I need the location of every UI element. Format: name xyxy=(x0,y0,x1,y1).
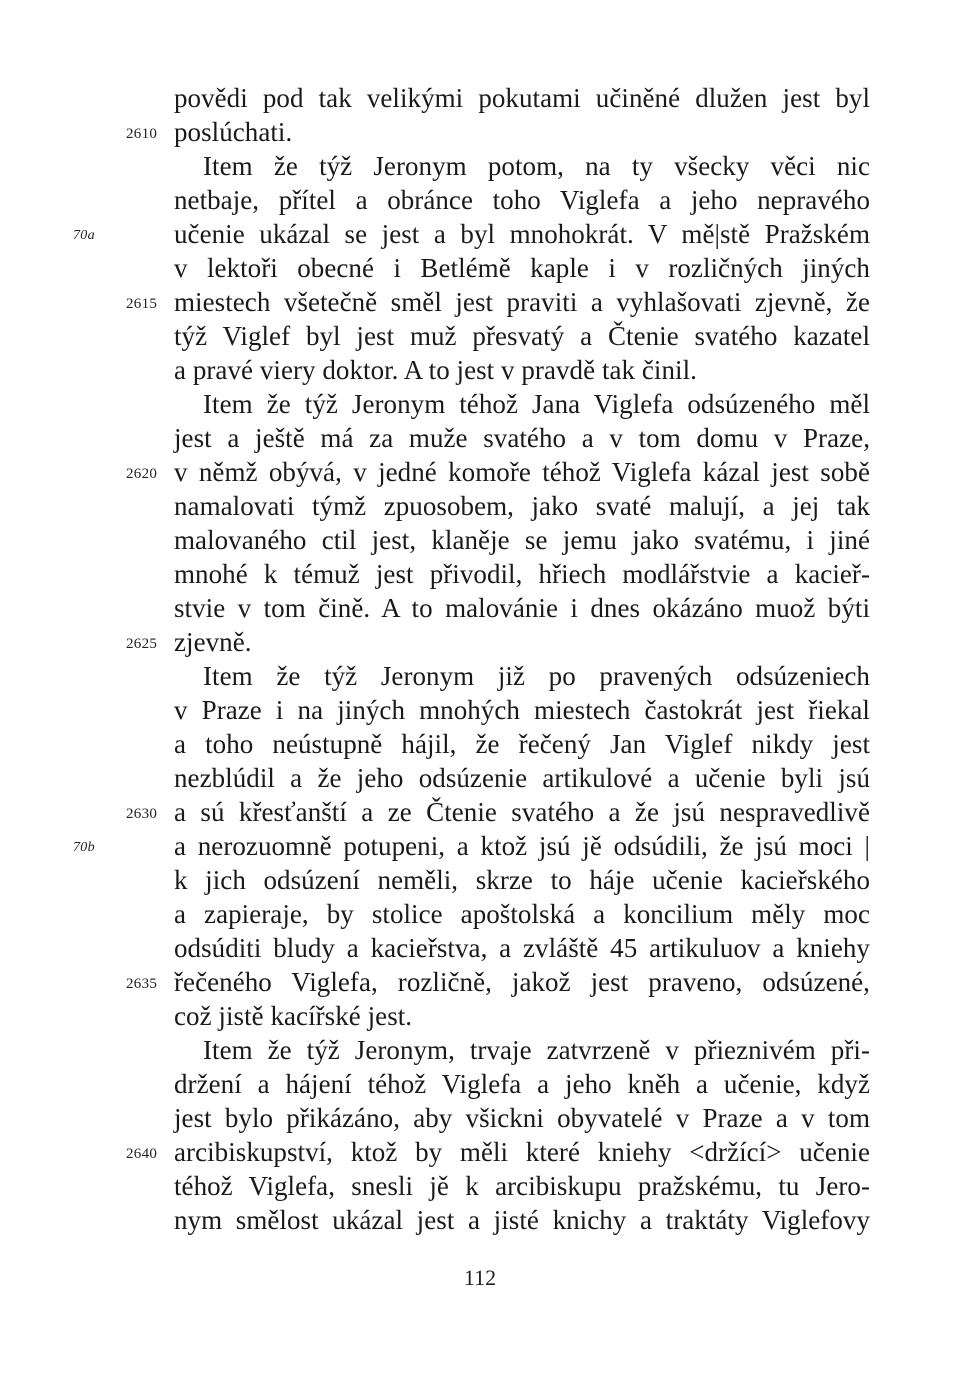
text-line: miestech všetečně směl jest praviti a vyhlašovati zjevně, že xyxy=(174,287,870,317)
text-line: mnohé k témuž jest přivodil, hřiech modlářstvie a kacieř- xyxy=(174,559,870,589)
text-line: netbaje, přítel a obránce toho Viglefa a jeho nepravého xyxy=(174,185,870,215)
text-line: Item že týž Jeronym již po pravených odsúzeniech xyxy=(203,661,870,691)
text-line: v lektoři obecné i Betlémě kaple i v rozličných jiných xyxy=(174,253,870,283)
line-number: 2615 xyxy=(126,296,158,312)
text-line: jest bylo přikázáno, aby všickni obyvatelé v Praze a v tom xyxy=(174,1103,870,1133)
text-line: jest a ještě má za muže svatého a v tom domu v Praze, xyxy=(174,423,870,453)
folio-mark: 70a xyxy=(73,228,95,243)
text-line: povědi pod tak velikými pokutami učiněné dlužen jest byl xyxy=(174,83,870,113)
text-line: což jistě kacířské jest. xyxy=(174,1001,413,1031)
text-line: zjevně. xyxy=(174,627,252,657)
text-line: týž Viglef byl jest muž přesvatý a Čtenie svatého kazatel xyxy=(174,321,870,351)
line-number: 2610 xyxy=(126,126,158,142)
text-line: a pravé viery doktor. A to jest v pravdě tak činil. xyxy=(174,355,697,385)
text-line: malovaného ctil jest, klaněje se jemu jako svatému, i jiné xyxy=(174,525,870,555)
text-line: učenie ukázal se jest a byl mnohokrát. V mě|stě Pražském xyxy=(174,219,870,249)
text-line: držení a hájení téhož Viglefa a jeho kněh a učenie, když xyxy=(174,1069,870,1099)
text-line: a zapieraje, by stolice apoštolská a koncilium měly moc xyxy=(174,899,870,929)
text-line: stvie v tom čině. A to malovánie i dnes okázáno muož býti xyxy=(174,593,870,623)
text-line: v Praze i na jiných mnohých miestech častokrát jest řiekal xyxy=(174,695,870,725)
text-line: poslúchati. xyxy=(174,117,293,147)
text-line: k jich odsúzení neměli, skrze to háje učenie kacieřského xyxy=(174,865,870,895)
text-line: Item že týž Jeronym potom, na ty všecky věci nic xyxy=(203,151,870,181)
text-line: nezblúdil a že jeho odsúzenie artikulové a učenie byli jsú xyxy=(174,763,870,793)
text-line: téhož Viglefa, snesli jě k arcibiskupu pražskému, tu Jero- xyxy=(174,1171,870,1201)
text-line: odsúditi bludy a kacieřstva, a zvláště 45 artikuluov a kniehy xyxy=(174,933,870,963)
text-line: a toho neústupně hájil, že řečený Jan Viglef nikdy jest xyxy=(174,729,870,759)
text-line: řečeného Viglefa, rozličně, jakož jest praveno, odsúzené, xyxy=(174,967,870,997)
text-line: nym smělost ukázal jest a jisté knichy a traktáty Viglefovy xyxy=(174,1205,870,1235)
line-number: 2620 xyxy=(126,466,158,482)
text-line: Item že týž Jeronym téhož Jana Viglefa odsúzeného měl xyxy=(203,389,870,419)
text-line: namalovati týmž zpuosobem, jako svaté malují, a jej tak xyxy=(174,491,870,521)
text-line: arcibiskupství, ktož by měli které kniehy <držící> učenie xyxy=(174,1137,870,1167)
line-number: 2625 xyxy=(126,636,158,652)
line-number: 2635 xyxy=(126,976,158,992)
text-line: a nerozuomně potupeni, a ktož jsú jě odsúdili, že jsú moci | xyxy=(174,831,870,861)
text-line: v němž obývá, v jedné komoře téhož Viglefa kázal jest sobě xyxy=(174,457,870,487)
page-number: 112 xyxy=(463,1265,497,1290)
folio-mark: 70b xyxy=(73,840,95,855)
text-line: a sú křesťanští a ze Čtenie svatého a že jsú nespravedlivě xyxy=(174,797,870,827)
line-number: 2630 xyxy=(126,806,158,822)
line-number: 2640 xyxy=(126,1146,158,1162)
text-line: Item že týž Jeronym, trvaje zatvrzeně v přieznivém při- xyxy=(203,1035,870,1065)
